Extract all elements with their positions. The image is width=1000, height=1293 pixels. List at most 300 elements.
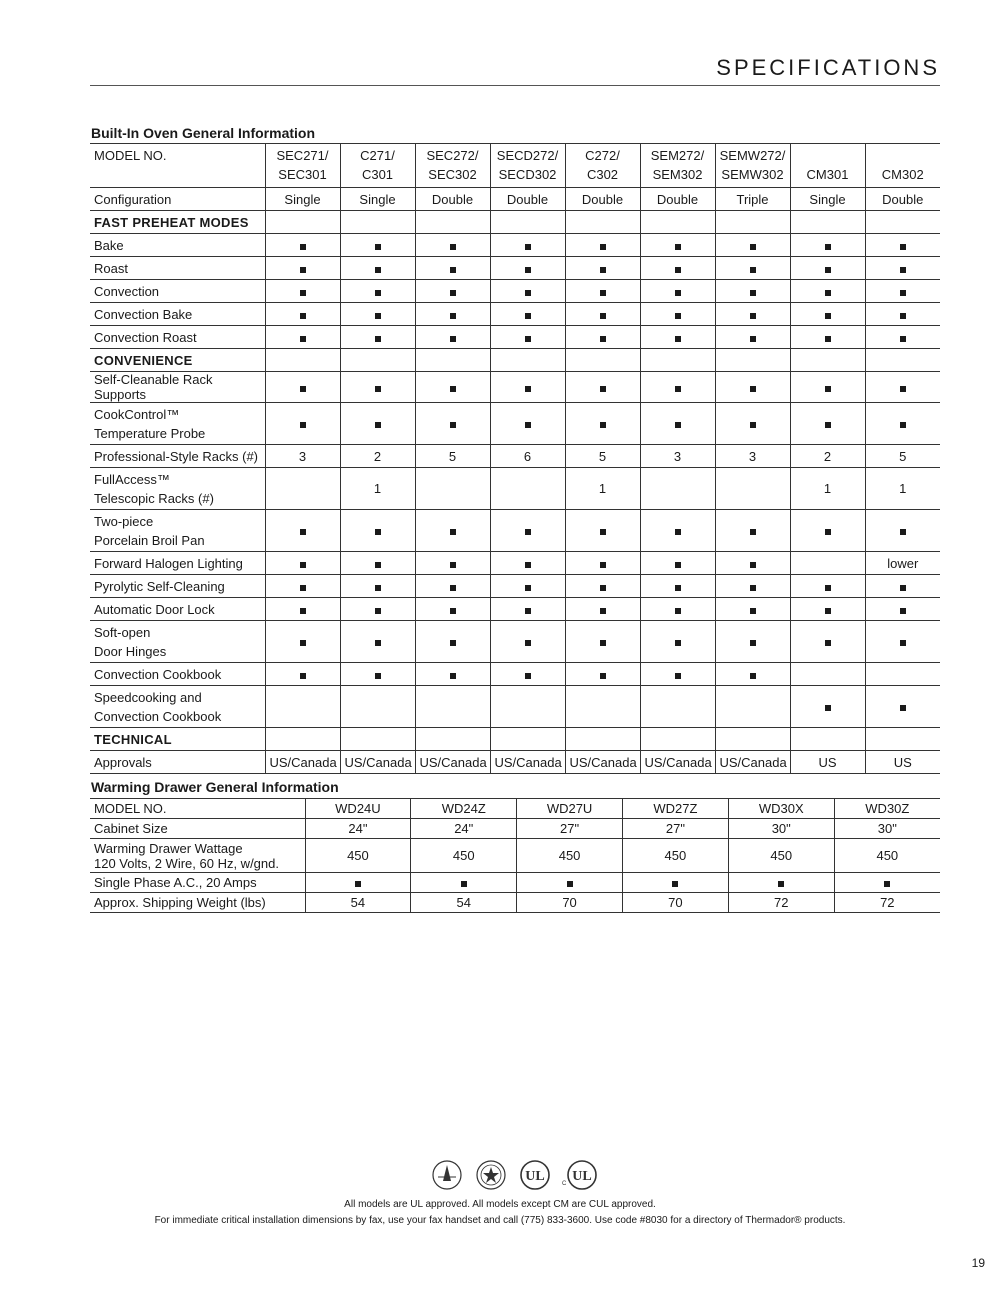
model-line: SEM272/	[650, 148, 705, 163]
wd-model-header: WD27U	[517, 799, 623, 819]
feature-included-mark	[675, 673, 681, 679]
feature-included-mark	[450, 422, 456, 428]
feature-included-mark	[600, 386, 606, 392]
feature-included-mark	[675, 336, 681, 342]
feature-included-mark	[825, 290, 831, 296]
table-row	[90, 873, 940, 893]
table-cell	[640, 257, 715, 280]
table-cell	[415, 372, 490, 403]
model-line: SECD272/	[496, 148, 559, 163]
table-cell: 1	[790, 468, 865, 510]
table-cell: Double	[490, 188, 565, 211]
feature-included-mark	[450, 386, 456, 392]
row-label-line: CookControl™	[94, 406, 180, 422]
feature-included-mark	[675, 585, 681, 591]
feature-included-mark	[450, 244, 456, 250]
certification-logos	[432, 1157, 602, 1193]
table-cell	[490, 280, 565, 303]
table-cell: Single	[265, 188, 340, 211]
feature-included-mark	[375, 386, 381, 392]
feature-included-mark	[375, 562, 381, 568]
table-row	[90, 234, 940, 257]
feature-included-mark	[675, 422, 681, 428]
model-no-label: MODEL NO.	[90, 144, 265, 188]
row-label-line: Convection	[94, 283, 160, 299]
row-label-line: Door Hinges	[94, 643, 167, 659]
table-cell	[715, 575, 790, 598]
table-cell	[865, 621, 940, 663]
table-cell	[715, 257, 790, 280]
row-label	[90, 468, 265, 510]
row-label-line: Pyrolytic Self-Cleaning	[94, 578, 225, 594]
wd-model-header-row	[90, 799, 940, 819]
table-row	[90, 188, 940, 211]
feature-included-mark	[900, 640, 906, 646]
table-cell	[340, 728, 415, 751]
table-cell	[865, 598, 940, 621]
row-label	[90, 188, 265, 211]
table-cell	[415, 211, 490, 234]
table-cell	[265, 372, 340, 403]
feature-included-mark	[525, 673, 531, 679]
table-cell	[565, 728, 640, 751]
row-label-line: Approx. Shipping Weight (lbs)	[94, 895, 266, 910]
table-cell	[865, 234, 940, 257]
table-cell	[640, 728, 715, 751]
table-cell	[565, 686, 640, 728]
table-cell: US/Canada	[340, 751, 415, 774]
table-cell	[490, 621, 565, 663]
table-cell	[415, 686, 490, 728]
table-row	[90, 893, 940, 913]
table-cell: 27"	[622, 819, 728, 839]
row-label	[90, 621, 265, 663]
feature-included-mark	[300, 562, 306, 568]
table-cell: 54	[305, 893, 411, 913]
table-cell	[265, 280, 340, 303]
feature-included-mark	[825, 386, 831, 392]
table-cell: lower	[865, 552, 940, 575]
row-label-line: FAST PREHEAT MODES	[94, 214, 249, 230]
table-cell	[340, 257, 415, 280]
table-cell: 5	[865, 445, 940, 468]
table-cell: 450	[517, 839, 623, 873]
table-cell	[565, 575, 640, 598]
feature-included-mark	[672, 881, 678, 887]
table-cell	[565, 326, 640, 349]
feature-included-mark	[900, 336, 906, 342]
table-cell	[790, 257, 865, 280]
feature-included-mark	[750, 585, 756, 591]
table-cell	[415, 349, 490, 372]
table-cell	[715, 303, 790, 326]
feature-included-mark	[675, 267, 681, 273]
section-header-row	[90, 728, 940, 751]
table-cell	[490, 349, 565, 372]
feature-included-mark	[450, 267, 456, 273]
table-cell: 6	[490, 445, 565, 468]
feature-included-mark	[450, 290, 456, 296]
row-label	[90, 445, 265, 468]
feature-included-mark	[375, 585, 381, 591]
table-cell: US	[790, 751, 865, 774]
model-line: C271/	[360, 148, 395, 163]
model-line: SEMW272/	[719, 148, 786, 163]
table-row	[90, 303, 940, 326]
row-label	[90, 234, 265, 257]
table-cell	[865, 510, 940, 552]
fax-info-note: For immediate critical installation dimensions by fax, use your fax handset and call (775) 833-3600. Use code #8030 for a directory of Thermador® products.	[154, 1215, 846, 1226]
table-cell	[640, 621, 715, 663]
oven-model-header	[265, 144, 340, 188]
table-cell	[565, 257, 640, 280]
feature-included-mark	[525, 244, 531, 250]
table-cell	[490, 510, 565, 552]
table-cell	[865, 372, 940, 403]
table-cell	[490, 686, 565, 728]
feature-included-mark	[600, 290, 606, 296]
table-row	[90, 445, 940, 468]
feature-included-mark	[900, 290, 906, 296]
table-cell	[340, 280, 415, 303]
table-cell: Triple	[715, 188, 790, 211]
table-cell	[865, 686, 940, 728]
oven-model-header-row	[90, 144, 940, 188]
row-label-line: TECHNICAL	[94, 731, 172, 747]
feature-included-mark	[900, 267, 906, 273]
model-line: C301	[361, 167, 394, 182]
feature-included-mark	[450, 673, 456, 679]
feature-included-mark	[600, 267, 606, 273]
oven-model-header	[790, 144, 865, 188]
svg-text:C: C	[562, 1181, 567, 1187]
table-cell	[865, 280, 940, 303]
feature-included-mark	[675, 313, 681, 319]
feature-included-mark	[567, 881, 573, 887]
feature-included-mark	[750, 244, 756, 250]
row-label	[90, 598, 265, 621]
table-cell	[265, 510, 340, 552]
feature-included-mark	[355, 881, 361, 887]
star-seal-icon	[477, 1161, 505, 1189]
row-label	[90, 751, 265, 774]
feature-included-mark	[675, 290, 681, 296]
row-label-line: Convection Roast	[94, 329, 197, 345]
feature-included-mark	[600, 422, 606, 428]
feature-included-mark	[525, 585, 531, 591]
table-cell	[640, 552, 715, 575]
feature-included-mark	[375, 267, 381, 273]
feature-included-mark	[825, 585, 831, 591]
table-cell	[265, 621, 340, 663]
cul-listed-icon	[562, 1161, 596, 1189]
table-cell	[715, 234, 790, 257]
row-label	[90, 575, 265, 598]
table-row	[90, 839, 940, 873]
wd-model-header: WD30X	[728, 799, 834, 819]
model-line: SEC302	[428, 167, 477, 182]
table-cell: US/Canada	[415, 751, 490, 774]
table-cell: Double	[415, 188, 490, 211]
section-header-label	[90, 728, 265, 751]
table-cell	[305, 873, 411, 893]
table-cell	[715, 552, 790, 575]
table-cell	[640, 403, 715, 445]
feature-included-mark	[825, 608, 831, 614]
row-label	[90, 303, 265, 326]
feature-included-mark	[450, 529, 456, 535]
table-cell	[490, 211, 565, 234]
feature-included-mark	[675, 608, 681, 614]
feature-included-mark	[825, 244, 831, 250]
table-cell	[340, 621, 415, 663]
table-cell	[490, 468, 565, 510]
table-cell	[265, 211, 340, 234]
feature-included-mark	[675, 386, 681, 392]
table-cell	[415, 510, 490, 552]
table-row	[90, 598, 940, 621]
table-row	[90, 326, 940, 349]
table-cell	[790, 728, 865, 751]
table-cell	[565, 349, 640, 372]
table-cell	[415, 663, 490, 686]
table-cell	[790, 686, 865, 728]
feature-included-mark	[675, 529, 681, 535]
table-cell	[490, 663, 565, 686]
table-cell: US/Canada	[715, 751, 790, 774]
table-cell	[790, 234, 865, 257]
table-cell	[640, 598, 715, 621]
table-cell	[565, 552, 640, 575]
table-cell: Single	[790, 188, 865, 211]
table-cell	[640, 686, 715, 728]
feature-included-mark	[884, 881, 890, 887]
feature-included-mark	[300, 585, 306, 591]
wd-model-header: WD24U	[305, 799, 411, 819]
table-cell: 450	[728, 839, 834, 873]
table-cell: 70	[622, 893, 728, 913]
row-label-line: Speedcooking and	[94, 689, 202, 705]
table-cell	[490, 575, 565, 598]
feature-included-mark	[450, 640, 456, 646]
row-label	[90, 326, 265, 349]
row-label	[90, 893, 305, 913]
feature-included-mark	[525, 562, 531, 568]
row-label-line: Self-Cleanable Rack Supports	[94, 372, 213, 402]
table-cell	[265, 686, 340, 728]
section-header-label	[90, 211, 265, 234]
feature-included-mark	[525, 529, 531, 535]
table-row	[90, 552, 940, 575]
table-cell	[790, 510, 865, 552]
table-cell	[640, 211, 715, 234]
table-cell: 30"	[728, 819, 834, 839]
table-cell	[715, 211, 790, 234]
table-cell	[790, 663, 865, 686]
feature-included-mark	[900, 705, 906, 711]
feature-included-mark	[900, 529, 906, 535]
table-cell	[415, 280, 490, 303]
table-cell	[565, 598, 640, 621]
feature-included-mark	[825, 640, 831, 646]
table-cell	[415, 403, 490, 445]
table-cell	[415, 303, 490, 326]
section-header-row	[90, 349, 940, 372]
feature-included-mark	[525, 422, 531, 428]
feature-included-mark	[750, 529, 756, 535]
model-line: SEM302	[652, 167, 703, 182]
table-cell: US	[865, 751, 940, 774]
feature-included-mark	[750, 267, 756, 273]
feature-included-mark	[450, 336, 456, 342]
table-cell	[640, 234, 715, 257]
table-cell	[790, 372, 865, 403]
table-cell	[415, 234, 490, 257]
table-cell	[265, 349, 340, 372]
table-cell	[790, 280, 865, 303]
table-cell	[865, 303, 940, 326]
table-cell	[715, 728, 790, 751]
table-cell	[640, 510, 715, 552]
table-cell	[265, 234, 340, 257]
table-cell	[415, 326, 490, 349]
table-row	[90, 468, 940, 510]
table-cell	[265, 468, 340, 510]
table-row	[90, 663, 940, 686]
feature-included-mark	[750, 562, 756, 568]
table-cell: 70	[517, 893, 623, 913]
feature-included-mark	[750, 673, 756, 679]
table-cell	[728, 873, 834, 893]
table-cell: US/Canada	[640, 751, 715, 774]
table-cell	[340, 326, 415, 349]
oven-model-header	[415, 144, 490, 188]
feature-included-mark	[750, 290, 756, 296]
feature-included-mark	[300, 529, 306, 535]
feature-included-mark	[450, 608, 456, 614]
table-cell	[790, 349, 865, 372]
feature-included-mark	[675, 640, 681, 646]
table-row	[90, 510, 940, 552]
table-cell	[415, 552, 490, 575]
table-cell: 450	[622, 839, 728, 873]
table-cell	[565, 510, 640, 552]
table-cell: US/Canada	[565, 751, 640, 774]
model-line: SEC301	[278, 167, 327, 182]
model-line	[870, 146, 937, 165]
row-label-line: 120 Volts, 2 Wire, 60 Hz, w/gnd.	[94, 855, 279, 871]
model-line: SEC272/	[426, 148, 479, 163]
table-cell	[490, 257, 565, 280]
table-cell: 27"	[517, 819, 623, 839]
table-cell	[790, 598, 865, 621]
model-line: C272/	[585, 148, 620, 163]
table-cell	[490, 372, 565, 403]
row-label-line: Convection Cookbook	[94, 666, 222, 682]
feature-included-mark	[525, 336, 531, 342]
table-cell	[490, 303, 565, 326]
table-cell	[565, 621, 640, 663]
table-row	[90, 621, 940, 663]
feature-included-mark	[778, 881, 784, 887]
feature-included-mark	[300, 244, 306, 250]
table-cell	[265, 403, 340, 445]
feature-included-mark	[900, 608, 906, 614]
feature-included-mark	[300, 267, 306, 273]
row-label	[90, 663, 265, 686]
table-cell	[265, 257, 340, 280]
table-cell	[565, 403, 640, 445]
oven-model-header	[865, 144, 940, 188]
row-label-line: Convection Bake	[94, 306, 193, 322]
table-cell	[415, 257, 490, 280]
table-cell	[865, 663, 940, 686]
table-cell: 3	[640, 445, 715, 468]
table-cell	[715, 686, 790, 728]
feature-included-mark	[375, 673, 381, 679]
row-label	[90, 686, 265, 728]
row-label-line: Porcelain Broil Pan	[94, 532, 205, 548]
feature-included-mark	[375, 608, 381, 614]
table-cell	[715, 598, 790, 621]
model-line: CM302	[881, 167, 924, 182]
section-header-label	[90, 349, 265, 372]
table-cell	[865, 257, 940, 280]
table-cell	[490, 326, 565, 349]
row-label-line: Roast	[94, 260, 128, 276]
table-cell	[640, 303, 715, 326]
feature-included-mark	[450, 585, 456, 591]
table-cell	[415, 621, 490, 663]
table-cell	[565, 211, 640, 234]
row-label	[90, 372, 265, 403]
table-cell: 72	[728, 893, 834, 913]
feature-included-mark	[450, 313, 456, 319]
table-cell: US/Canada	[490, 751, 565, 774]
feature-included-mark	[300, 673, 306, 679]
row-label-line: Forward Halogen Lighting	[94, 555, 243, 571]
table-row	[90, 751, 940, 774]
table-cell: Double	[565, 188, 640, 211]
feature-included-mark	[900, 386, 906, 392]
table-cell: Single	[340, 188, 415, 211]
table-cell	[715, 621, 790, 663]
row-label-line: Temperature Probe	[94, 425, 206, 441]
table-row	[90, 372, 940, 403]
table-cell	[490, 598, 565, 621]
feature-included-mark	[300, 313, 306, 319]
row-label	[90, 552, 265, 575]
table-cell	[340, 211, 415, 234]
feature-included-mark	[525, 640, 531, 646]
feature-included-mark	[375, 640, 381, 646]
feature-included-mark	[825, 313, 831, 319]
table-cell	[340, 552, 415, 575]
table-cell	[790, 403, 865, 445]
row-label	[90, 510, 265, 552]
page-title: SPECIFICATIONS	[716, 55, 940, 80]
table-cell: 24"	[305, 819, 411, 839]
title-divider	[90, 85, 940, 86]
table-cell	[340, 663, 415, 686]
table-cell	[415, 575, 490, 598]
table-cell	[865, 211, 940, 234]
feature-included-mark	[525, 267, 531, 273]
table-cell	[640, 326, 715, 349]
feature-included-mark	[300, 422, 306, 428]
model-line	[795, 146, 861, 165]
model-line: CM301	[806, 167, 849, 182]
